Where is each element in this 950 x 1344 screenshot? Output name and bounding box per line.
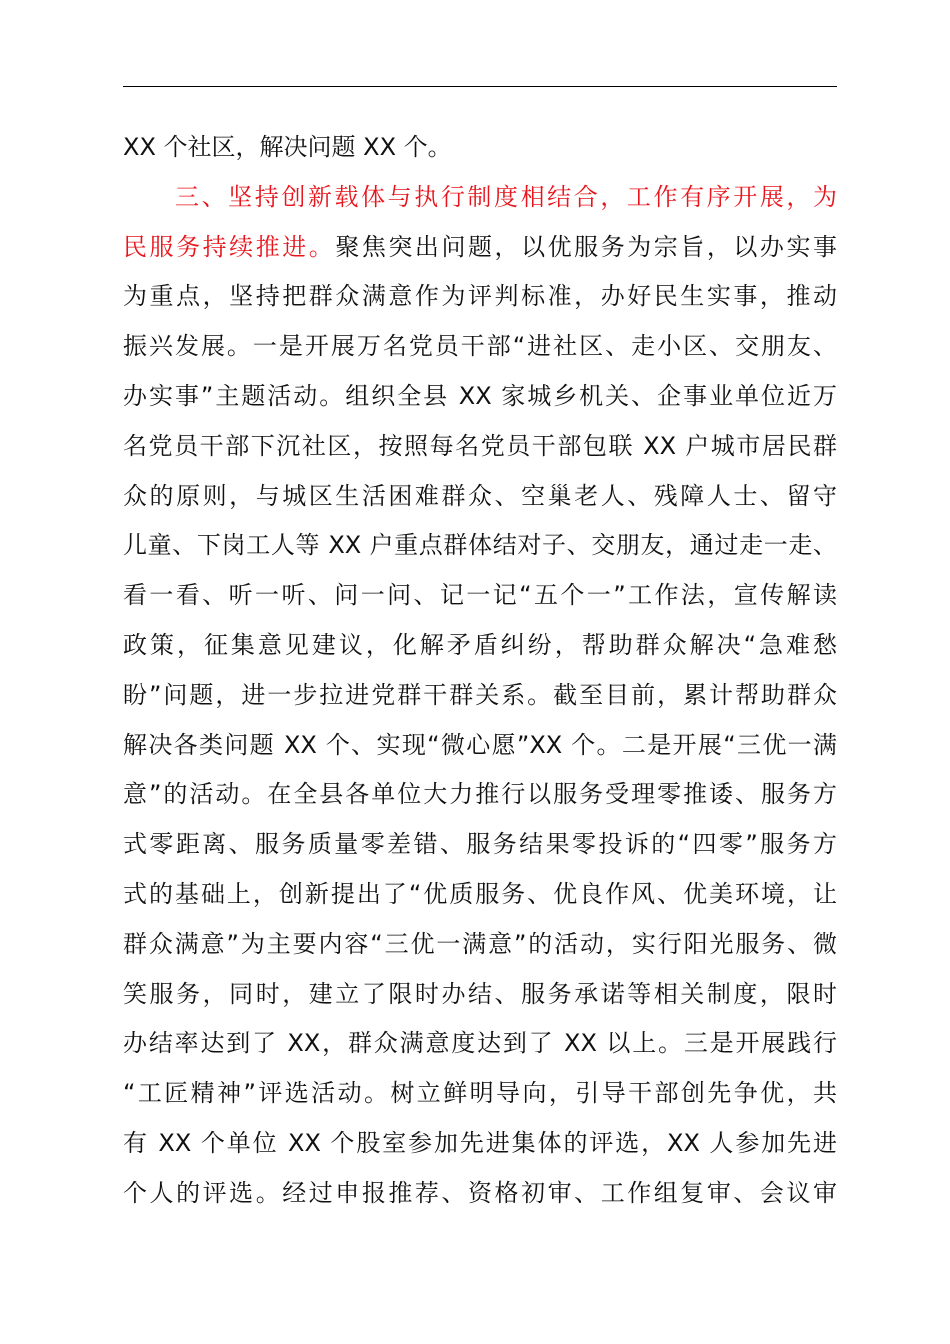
text-line bbox=[123, 272, 837, 322]
text-line bbox=[123, 970, 837, 1020]
line-text: 盼”问题，进一步拉进党群干群关系。截至目前，累计帮助群众 bbox=[123, 680, 837, 709]
line-text: 式的基础上，创新提出了“优质服务、优良作风、优美环境，让 bbox=[123, 879, 837, 908]
text-line bbox=[123, 671, 837, 721]
section-heading-end: 民服务持续推进。 bbox=[123, 232, 336, 261]
line-text: 办实事”主题活动。组织全县 XX 家城乡机关、企事业单位近万 bbox=[123, 381, 837, 410]
text-line bbox=[123, 322, 837, 372]
text-line bbox=[123, 123, 837, 173]
text-line bbox=[123, 870, 837, 920]
line-text: 意”的活动。在全县各单位大力推行以服务受理零推诿、服务方 bbox=[123, 780, 837, 809]
line-text: 振兴发展。一是开展万名党员干部“进社区、走小区、交朋友、 bbox=[123, 332, 837, 361]
header-rule bbox=[123, 86, 837, 87]
line-text: 个人的评选。经过申报推荐、资格初审、工作组复审、会议审 bbox=[123, 1178, 837, 1207]
text-line bbox=[123, 372, 837, 422]
line-text: 儿童、下岗工人等 XX 户重点群体结对子、交朋友，通过走一走、 bbox=[123, 531, 837, 560]
line-text: 办结率达到了 XX，群众满意度达到了 XX 以上。三是开展践行 bbox=[123, 1029, 837, 1058]
section-heading-line bbox=[123, 173, 837, 223]
line-text: 聚焦突出问题，以优服务为宗旨，以办实事 bbox=[335, 232, 838, 261]
line-text: 名党员干部下沉社区，按照每名党员干部包联 XX 户城市居民群 bbox=[123, 431, 837, 460]
line-text: 解决各类问题 XX 个、实现“微心愿”XX 个。二是开展“三优一满 bbox=[123, 730, 837, 759]
text-line bbox=[123, 820, 837, 870]
line-text: “工匠精神”评选活动。树立鲜明导向，引导干部创先争优，共 bbox=[123, 1079, 837, 1108]
text-line bbox=[123, 770, 837, 820]
line-text: XX 个社区，解决问题 XX 个。 bbox=[123, 133, 452, 161]
text-line bbox=[123, 571, 837, 621]
text-line bbox=[123, 1119, 837, 1169]
text-line bbox=[123, 521, 837, 571]
text-line bbox=[123, 422, 837, 472]
line-text: 笑服务，同时，建立了限时办结、服务承诺等相关制度，限时 bbox=[123, 979, 837, 1008]
line-text: 群众满意”为主要内容“三优一满意”的活动，实行阳光服务、微 bbox=[123, 929, 837, 958]
text-line bbox=[123, 621, 837, 671]
document-body bbox=[123, 123, 837, 1219]
text-line bbox=[123, 721, 837, 771]
section-heading: 三、坚持创新载体与执行制度相结合，工作有序开展，为 bbox=[175, 182, 837, 211]
text-line bbox=[123, 472, 837, 522]
text-line bbox=[123, 920, 837, 970]
text-line bbox=[123, 1169, 837, 1219]
line-text: 有 XX 个单位 XX 个股室参加先进集体的评选，XX 人参加先进 bbox=[123, 1128, 837, 1157]
line-text: 政策，征集意见建议，化解矛盾纠纷，帮助群众解决“急难愁 bbox=[123, 630, 837, 659]
line-text: 式零距离、服务质量零差错、服务结果零投诉的“四零”服务方 bbox=[123, 830, 837, 859]
line-text: 看一看、听一听、问一问、记一记“五个一”工作法，宣传解读 bbox=[123, 581, 837, 610]
text-line bbox=[123, 223, 837, 273]
text-line bbox=[123, 1019, 837, 1069]
line-text: 众的原则，与城区生活困难群众、空巢老人、残障人士、留守 bbox=[123, 481, 837, 510]
line-text: 为重点，坚持把群众满意作为评判标准，办好民生实事，推动 bbox=[123, 282, 837, 311]
text-line bbox=[123, 1069, 837, 1119]
